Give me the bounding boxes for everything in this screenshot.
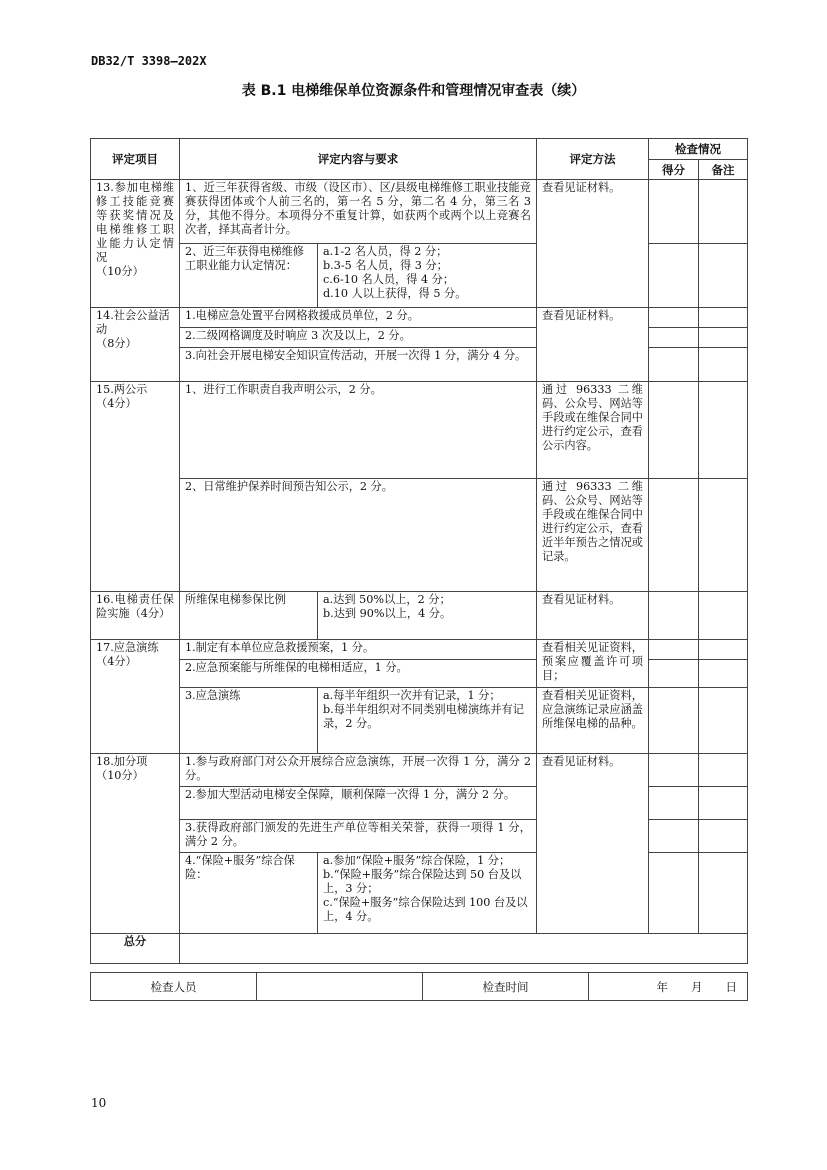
col-header-check: 检查情况 [649,139,748,160]
r16-remark[interactable] [699,592,748,640]
r14-req-1: 1.电梯应急处置平台网格救援成员单位，2 分。 [180,308,537,328]
r15-score-1[interactable] [649,382,699,479]
option: b.“保险+服务”综合保险达到 50 台及以上，3 分； [323,868,522,895]
r16-options [318,592,537,640]
option: a.每半年组织一次并有记录，1 分； [323,689,501,702]
r18-req-4-options [318,853,537,934]
col-header-content: 评定内容与要求 [180,139,537,180]
r13-remark-1[interactable] [699,180,748,244]
r14-score-2[interactable] [649,328,699,348]
option: a.达到 50%以上，2 分； [323,593,451,606]
date-field[interactable]: 年 月 日 [589,973,748,1001]
r13-score-1[interactable] [649,180,699,244]
r17-req-1: 1.制定有本单位应急救援预案，1 分。 [180,640,537,660]
r13-req-2: 2、近三年获得电梯维修工职业能力认定情况： [180,244,318,308]
r14-remark-1[interactable] [699,308,748,328]
r14-req-3: 3.向社会开展电梯安全知识宣传活动，开展一次得 1 分，满分 4 分。 [180,348,537,382]
signature-table [90,972,748,1001]
r17-remark-1[interactable] [699,640,748,660]
r18-req-2: 2.参加大型活动电梯安全保障，顺利保障一次得 1 分，满分 2 分。 [180,787,537,820]
r18-remark-3[interactable] [699,820,748,853]
option: b.3-5 名人员，得 3 分； [323,259,448,272]
r16-score[interactable] [649,592,699,640]
r17-score-2[interactable] [649,660,699,688]
col-header-method: 评定方法 [537,139,649,180]
r14-method: 查看见证材料。 [537,308,649,382]
r18-remark-1[interactable] [699,754,748,787]
r15-method-2: 通过 96333 二维码、公众号、网站等手段或在维保合同中进行约定公示，查看近半年预告之情况或记录。 [537,479,649,592]
r18-score-2[interactable] [649,787,699,820]
r18-score-4[interactable] [649,853,699,934]
r16-req: 所维保电梯参保比例 [180,592,318,640]
r18-req-4: 4.“保险+服务”综合保险： [180,853,318,934]
total-label: 总分 [91,934,180,964]
r17-method-3: 查看相关见证资料，应急演练记录应涵盖所维保电梯的品种。 [537,688,649,754]
r18-remark-4[interactable] [699,853,748,934]
review-table [90,138,748,964]
r15-remark-1[interactable] [699,382,748,479]
r18-req-1: 1.参与政府部门对公众开展综合应急演练，开展一次得 1 分，满分 2 分。 [180,754,537,787]
col-header-score: 得分 [649,160,699,180]
inspector-field[interactable] [257,973,423,1001]
item-13: 13.参加电梯维修工技能竞赛等获奖情况及电梯维修工职业能力认定情况 （10分） [91,180,180,308]
r15-req-2: 2、日常维护保养时间预告知公示，2 分。 [180,479,537,592]
r18-score-3[interactable] [649,820,699,853]
r17-score-3[interactable] [649,688,699,754]
table-title: 表 B.1 电梯维保单位资源条件和管理情况审查表（续） [241,83,586,99]
r13-score-2[interactable] [649,244,699,308]
r17-remark-2[interactable] [699,660,748,688]
option: d.10 人以上获得，得 5 分。 [323,287,467,300]
option: a.1-2 名人员，得 2 分； [323,245,448,258]
r18-req-3: 3.获得政府部门颁发的先进生产单位等相关荣誉，获得一项得 1 分，满分 2 分。 [180,820,537,853]
option: c.“保险+服务”综合保险达到 100 台及以上，4 分。 [323,896,528,923]
r15-remark-2[interactable] [699,479,748,592]
r16-method: 查看见证材料。 [537,592,649,640]
item-18: 18.加分项 （10分） [91,754,180,934]
option: b.达到 90%以上，4 分。 [323,607,452,620]
item-16: 16.电梯责任保险实施（4分） [91,592,180,640]
r17-req-3-options [318,688,537,754]
r14-remark-2[interactable] [699,328,748,348]
option: a.参加“保险+服务”综合保险，1 分； [323,854,511,867]
r17-req-3: 3.应急演练 [180,688,318,754]
col-header-item: 评定项目 [91,139,180,180]
r18-method: 查看见证材料。 [537,754,649,934]
r17-remark-3[interactable] [699,688,748,754]
r14-score-3[interactable] [649,348,699,382]
r15-score-2[interactable] [649,479,699,592]
r15-method-1: 通过 96333 二维码、公众号、网站等手段或在维保合同中进行约定公示，查看公示内容。 [537,382,649,479]
option: b.每半年组织对不同类别电梯演练并有记录，2 分。 [323,703,524,730]
inspector-label: 检查人员 [91,973,257,1001]
r17-method-1: 查看相关见证资料，预案应覆盖许可项目； [537,640,649,688]
item-17: 17.应急演练 （4分） [91,640,180,754]
document-code: DB32/T 3398—202X [91,54,207,68]
r18-remark-2[interactable] [699,787,748,820]
r13-req-1: 1、近三年获得省级、市级（设区市）、区/县级电梯维修工职业技能竞赛获得团体或个人前三名的，第一名 5 分，第二名 4 分，第三名 3 分，其他不得分。本项得分不重复计算，如获两个或两个以上竞赛名次者，择其高者计分。 [180,180,537,244]
r14-score-1[interactable] [649,308,699,328]
time-label: 检查时间 [423,973,589,1001]
item-15: 15.两公示 （4分） [91,382,180,592]
r13-req-2-options [318,244,537,308]
r17-score-1[interactable] [649,640,699,660]
col-header-remark: 备注 [699,160,748,180]
r17-req-2: 2.应急预案能与所维保的电梯相适应，1 分。 [180,660,537,688]
r15-req-1: 1、进行工作职责自我声明公示，2 分。 [180,382,537,479]
item-14: 14.社会公益活动 （8分） [91,308,180,382]
r13-method: 查看见证材料。 [537,180,649,308]
total-value-field[interactable] [180,934,748,964]
option: c.6-10 名人员，得 4 分； [323,273,455,286]
r18-score-1[interactable] [649,754,699,787]
page-number: 10 [91,1096,107,1110]
r14-remark-3[interactable] [699,348,748,382]
r14-req-2: 2.二级网格调度及时响应 3 次及以上，2 分。 [180,328,537,348]
r13-remark-2[interactable] [699,244,748,308]
